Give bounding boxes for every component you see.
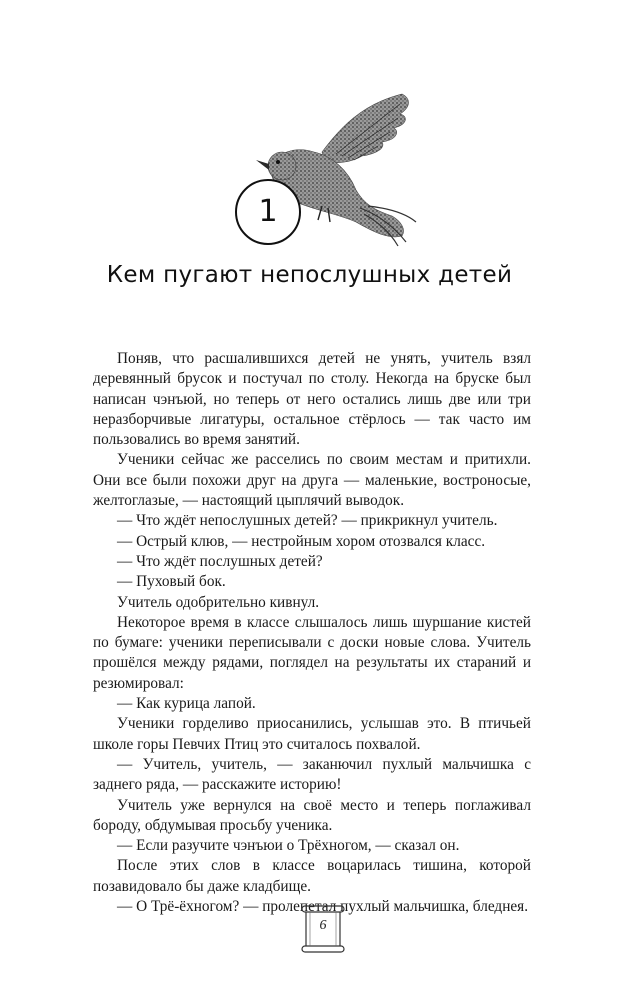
chapter-number-badge <box>235 179 301 245</box>
paragraph: — Если разучите чэнъюи о Трёхногом, — сказал он. <box>117 837 460 855</box>
chapter-title: Кем пугают непослушных детей <box>106 262 513 288</box>
paragraph: Ученики сейчас же расселись по своим местам и притихли. Они все были похожи друг на друга — маленькие, востроносые, желтоглазые, — настоящий цыплячий выводок. <box>93 451 531 510</box>
page-number-scroll <box>296 904 350 954</box>
paragraph: Учитель уже вернулся на своё место и теперь поглаживал бороду, обдумывая просьбу ученика. <box>93 796 531 834</box>
paragraph: Учитель одобрительно кивнул. <box>117 593 320 611</box>
paragraph: — Что ждёт послушных детей? <box>117 552 323 570</box>
paragraph: Ученики горделиво приосанились, услышав это. В птичьей школе горы Певчих Птиц это считалось похвалой. <box>93 715 531 753</box>
chapter-number: 1 <box>258 194 278 229</box>
paragraph: — О Трё-ёхногом? — пролепетал пухлый мальчишка, бледнея. <box>117 898 529 916</box>
paragraph: — Учитель, учитель, — заканючил пухлый мальчишка с заднего ряда, — расскажите историю! <box>93 755 531 794</box>
paragraph: — Что ждёт непослушных детей? — прикрикнул учитель. <box>117 512 498 530</box>
page-number: 6 <box>319 918 327 933</box>
paragraph: Поняв, что расшалившихся детей не унять, учитель взял деревянный брусок и постучал по столу. Некогда на бруске был написан чэнъюй, но теперь от него остались лишь две или три неразборчивые лигатуры, остальное стёрлось — так часто им пользовались во время занятий. <box>93 350 531 449</box>
paragraph: — Острый клюв, — нестройным хором отозвался класс. <box>117 532 486 550</box>
paragraph: — Как курица лапой. <box>117 695 256 713</box>
paragraph: После этих слов в классе воцарилась тишина, которой позавидовало бы даже кладбище. <box>93 857 531 895</box>
paragraph: Некоторое время в классе слышалось лишь шуршание кистей по бумаге: ученики переписывали с доски новые слова. Учитель прошёлся между рядами, поглядел на результаты их стараний и резюмировал: <box>93 613 531 692</box>
paragraph: — Пуховый бок. <box>117 573 226 591</box>
chapter-body <box>93 349 531 917</box>
